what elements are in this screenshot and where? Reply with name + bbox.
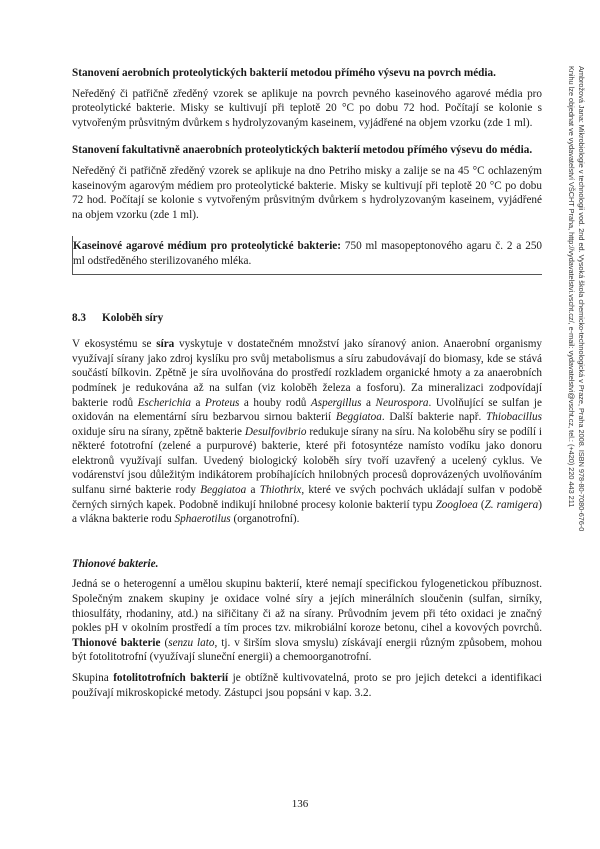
genus-name: Z. ramigera [484, 498, 539, 511]
paragraph-anaerobic: Neředěný či patřičně zředěný vzorek se aplikuje na dno Petriho misky a zalije se na 45 °C ochlazeným kaseinovým agarovým médiem pro proteolytické bakterie. Misky se kultivují při teplotě 20 °C po dobu 72 hod. Počítají se kolonie s vytvořeným průsvitným dvůrkem s hydrolyzovaným kaseinem, vyjádřené na objem vzorku (zde 1 ml). [72, 164, 542, 221]
chapter-title: Koloběh síry [102, 311, 164, 324]
medium-label: Kaseinové agarové médium pro proteolytické bakterie: [73, 240, 341, 253]
text-span: redukuje sírany na síru. Na koloběhu síry se podílí i některé fototrofní (zelené a purpurové) bakterie, které při fotosyntéze namísto vodíku jako donoru elektronů využívají sulfan. Uvedený biologický koloběh síry tvoří uzavřený a ucelený cyklus. Ve vodárenství jsou důležitým indikátorem probíhajících hnilobných procesů doprovázených uvolňováním sulfanu sirné bakterie rody [72, 425, 542, 497]
genus-name: Beggiatoa [200, 484, 247, 497]
genus-name: Desulfovibrio [244, 425, 307, 438]
genus-name: Aspergillus [310, 396, 362, 409]
text-span: V ekosystému se [72, 338, 157, 351]
sidebar-citation-text [548, 66, 586, 606]
section-aerobic [72, 66, 542, 130]
genus-name: Beggiatoa [335, 411, 382, 424]
text-span: (organotrofní). [230, 513, 300, 526]
paragraph-thionic-2 [72, 671, 542, 700]
text-span: vyskytuje v dostatečném množství jako síranový anion. Anaerobní organismy využívají sírany jako zdroj kyslíku pro svůj metabolismus a síru zabudovávají do biomasy, kde se stává součástí bílkovin. Zpětně je síra uvolňována do prostředí rozkladem organické hmoty a za anaerobních podmínek je redukována až na sulfan (viz koloběh železa a fosforu). Za mineralizaci zodpovídají bakterie rodů [72, 338, 542, 409]
text-span: a [191, 396, 206, 409]
medium-text: 750 ml masopeptonového agaru č. 2 a 250 ml odstředěného sterilizovaného mléka. [73, 240, 543, 267]
chapter-heading [72, 311, 542, 326]
section-heading-thionic: Thionové bakterie. [72, 557, 159, 570]
genus-name: Proteus [205, 396, 240, 409]
text-span: . Další bakterie např. [381, 411, 487, 424]
text-span: Jedná se o heterogenní a umělou skupinu bakterií, které nemají specifickou fylogenetickou příbuznost. Společným znakem skupiny je oxidace volné síry a jejích minerálních sloučenin (sulfan, sirníky, thiosulfáty, rhodaniny, atd.) na siřičitany či až na sírany. Průvodním jevem při této oxidaci je značný pokles pH v okolním prostředí a tím proces tzv. mikrobiální koroze betonu, cihel a kovových povrchů. [72, 578, 542, 635]
italic-term: senzu lato [168, 636, 215, 649]
genus-name: Sphaerotilus [174, 513, 231, 526]
text-span: , které ve svých pochvách ukládají sulfan v podobě černých sirných kapek. Podobně indikují hnilobné procesy kolonie bakterií typu [72, 484, 542, 511]
page-number: 136 [291, 798, 309, 810]
text-span: oxiduje síru na sírany, zpětně bakterie [72, 425, 245, 438]
text-span: a houby rodů [239, 396, 311, 409]
bold-term: Thionové bakterie [72, 636, 161, 649]
text-span: a [246, 484, 260, 497]
sidebar-order-line: Knihu lze objednat ve vydavatelství VŠCHT Praha, http://vydavatelstvi.vscht.cz/, e-mail: vydavatelstvi@vscht.cz, tel.: (+420) 220 443 211 [567, 66, 576, 508]
page-content [72, 66, 542, 700]
genus-name: Neurospora [375, 396, 429, 409]
bold-term: síra [156, 338, 175, 351]
genus-name: Zoogloea [435, 498, 478, 511]
text-span: je obtížně kultivovatelná, proto se pro jejich detekci a identifikaci používají mikroskopické metody. Zástupci jsou popsáni v kap. 3.2. [72, 672, 542, 699]
paragraph-thionic-1 [72, 577, 542, 665]
chapter-number: 8.3 [72, 311, 86, 324]
text-span: , tj. v širším slova smyslu) získávají energii různým způsobem, mohou být fotolitotrofní (využívají sluneční energii) a chemoorganotrofní. [72, 636, 543, 664]
genus-name: Escherichia [137, 396, 192, 409]
sidebar-citation [548, 66, 586, 606]
text-span: ( [477, 498, 485, 511]
text-span: . Uvolňující se sulfan je oxidován na elementární síru bezbarvou sirnou bakterií [72, 396, 542, 424]
paragraph-aerobic: Neředěný či patřičně zředěný vzorek se aplikuje na povrch pevného kaseinového agarové média pro proteolytické bakterie. Misky se kultivují při teplotě 20 °C po dobu 72 hod. Počítají se kolonie s vytvořeným průsvitným dvůrkem s hydrolyzovaným kaseinem, vyjádřené na objem vzorku (zde 1 ml). [72, 87, 542, 129]
genus-name: Thiobacillus [486, 411, 542, 424]
text-span: ( [160, 636, 169, 649]
sidebar-citation-line: Ambrožová Jana: Mikrobiologie v technologii vod. 2nd ed. Vysoká škola chemicko-technologická v Praze, Praha 2008. ISBN 978-80-7080-676-0 [577, 66, 586, 532]
section-heading-anaerobic: Stanovení fakultativně anaerobních proteolytických bakterií metodou přímého výsevu do média. [72, 144, 533, 157]
text-span: Skupina [72, 672, 114, 684]
medium-paragraph [73, 239, 542, 268]
bold-term: fotolitotrofních bakterií [113, 672, 229, 684]
genus-name: Thiothrix [259, 484, 302, 497]
paragraph-sulfur-cycle [72, 337, 542, 527]
section-heading-aerobic: Stanovení aerobních proteolytických bakterií metodou přímého výsevu na povrch média. [72, 67, 496, 79]
medium-box [72, 236, 542, 274]
text-span: a [361, 396, 376, 409]
text-span: ) a vlákna bakterie rodu [72, 498, 542, 526]
section-anaerobic [72, 143, 542, 222]
